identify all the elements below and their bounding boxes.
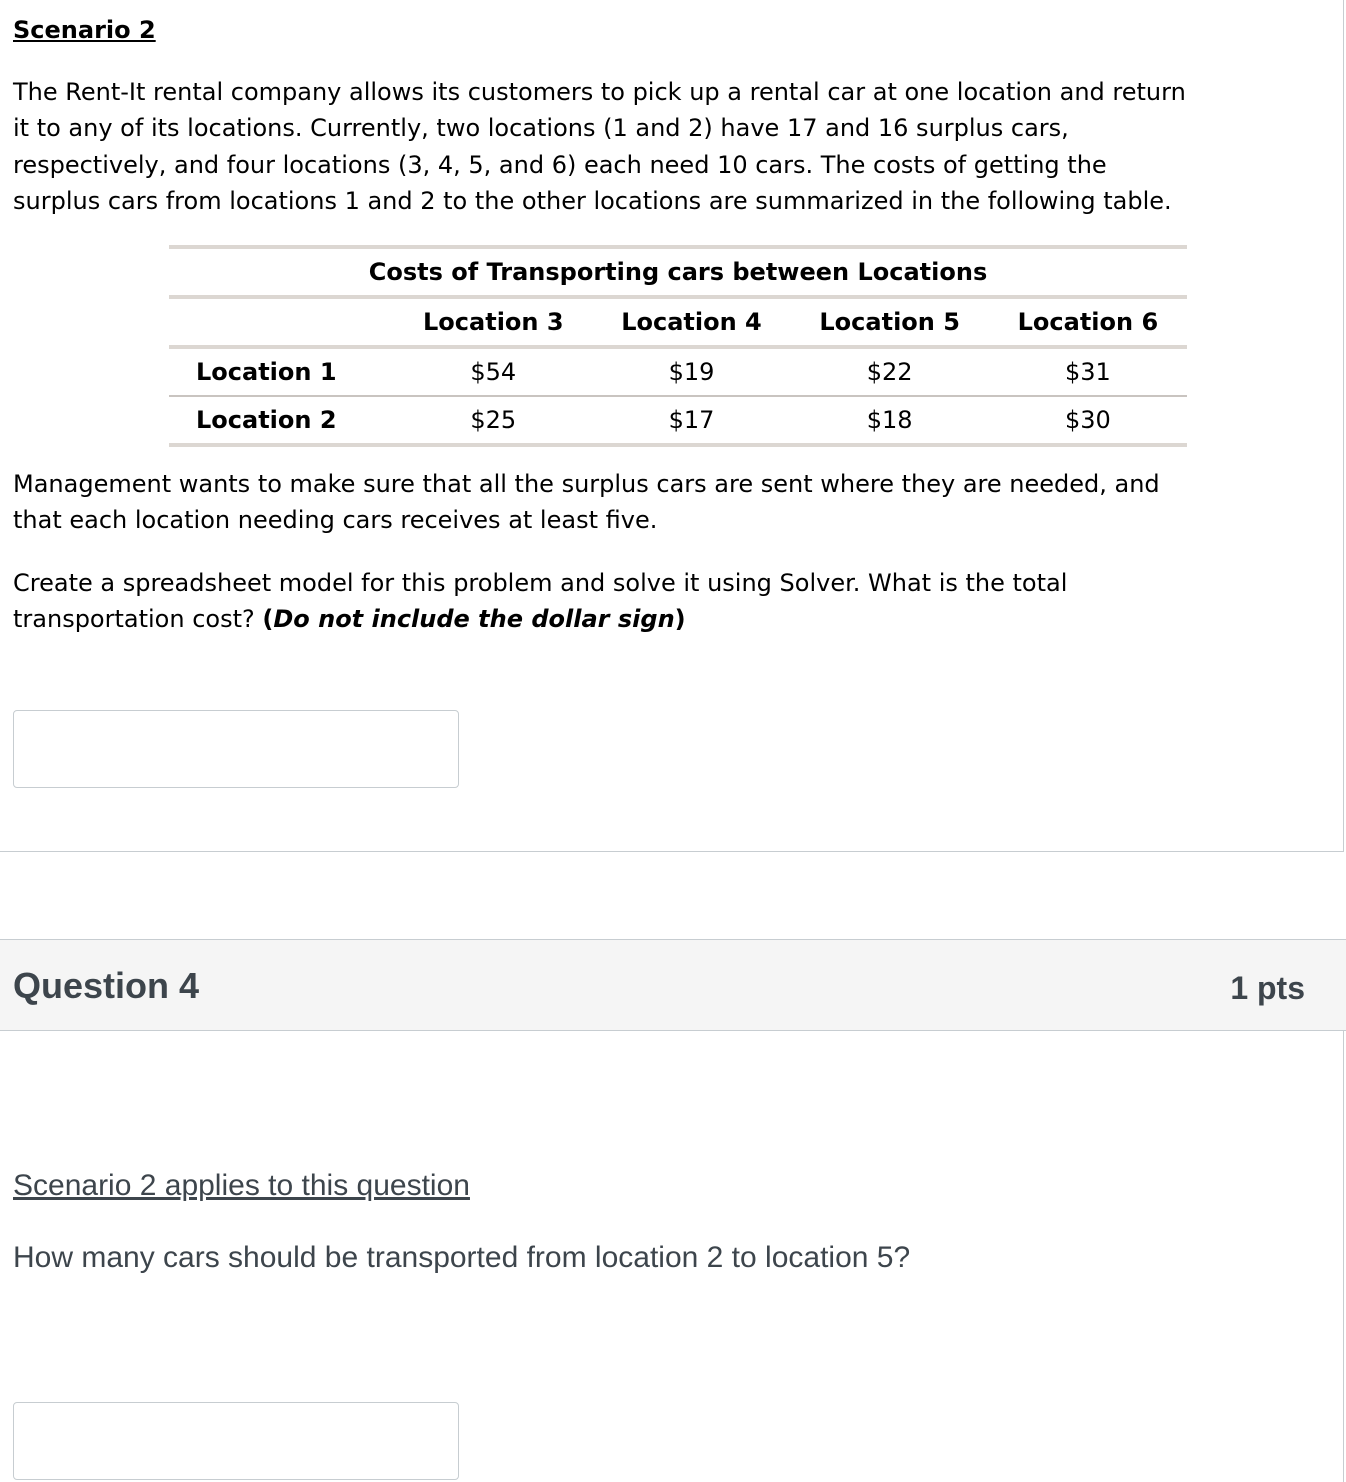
management-paragraph: Management wants to make sure that all the surplus cars are sent where they are needed, and that each location needing cars receives at least five. [13, 470, 1160, 535]
column-header: Location 6 [989, 297, 1187, 347]
table-header-row [169, 297, 1187, 347]
instruction-text: Create a spreadsheet model for this problem and solve it using Solver. What is the total transportation cost? [13, 569, 1068, 634]
instruction-open-paren: ( [262, 605, 274, 634]
table-cell: $18 [791, 396, 989, 445]
row-header: Location 2 [169, 396, 394, 445]
column-header: Location 4 [592, 297, 790, 347]
table-cell: $31 [989, 347, 1187, 396]
table-cell: $25 [394, 396, 592, 445]
table-row [169, 347, 1187, 396]
scenario-link[interactable]: Scenario 2 applies to this question [13, 1169, 470, 1202]
table-cell: $19 [592, 347, 790, 396]
table-cell: $54 [394, 347, 592, 396]
table-caption: Costs of Transporting cars between Locations [169, 247, 1187, 297]
question-title: Question 4 [13, 965, 200, 1006]
scenario-title: Scenario 2 [13, 16, 156, 44]
table-cell: $30 [989, 396, 1187, 445]
table-cell: $22 [791, 347, 989, 396]
table-corner-cell [169, 297, 394, 347]
cost-table [169, 245, 1187, 447]
column-header: Location 5 [791, 297, 989, 347]
answer-input-question-3[interactable] [13, 710, 459, 788]
answer-input-question-4[interactable] [13, 1402, 459, 1480]
instruction-close-paren: ) [674, 605, 686, 634]
row-header: Location 1 [169, 347, 394, 396]
table-cell: $17 [592, 396, 790, 445]
question-4-header [0, 939, 1346, 1031]
question-points: 1 pts [1230, 970, 1305, 1006]
question-text: How many cars should be transported from location 2 to location 5? [13, 1241, 911, 1274]
table-row [169, 396, 1187, 445]
table-caption-row [169, 247, 1187, 297]
instruction-emphasis: Do not include the dollar sign [273, 605, 675, 634]
scenario-intro: The Rent-It rental company allows its customers to pick up a rental car at one location and return it to any of its locations. Currently, two locations (1 and 2) have 17 and 16 surplus cars, respectively, and four locations (3, 4, 5, and 6) each need 10 cars. The costs of getting the surplus cars from locations 1 and 2 to the other locations are summarized in the following table. [13, 78, 1186, 215]
column-header: Location 3 [394, 297, 592, 347]
instruction-paragraph [13, 565, 1313, 638]
